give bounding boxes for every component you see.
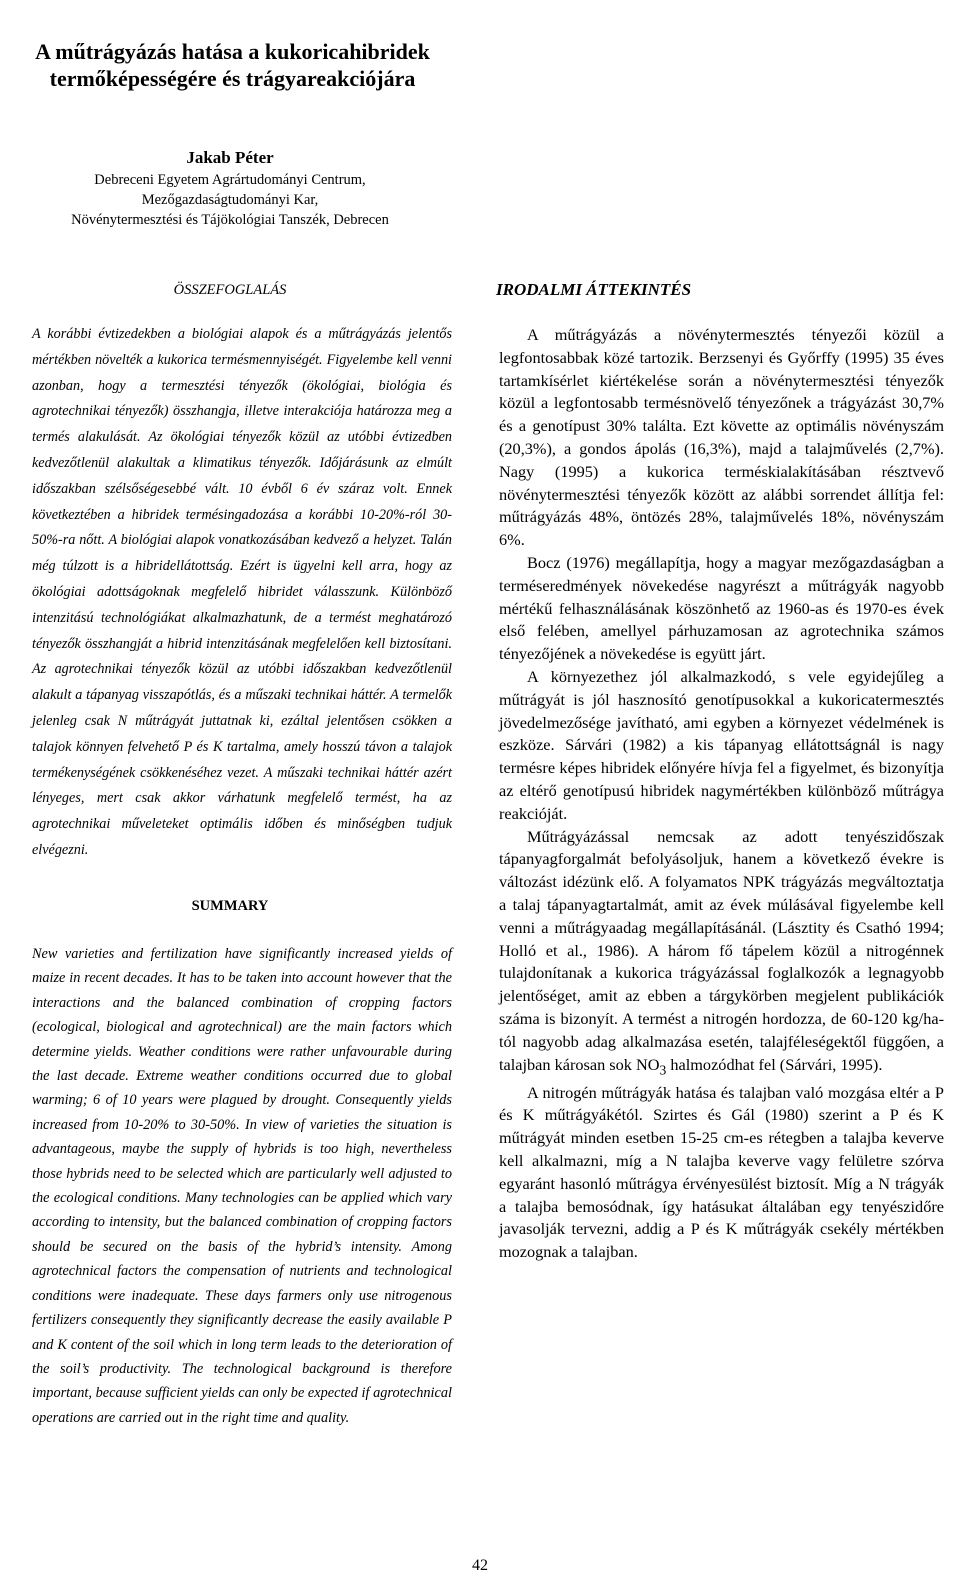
- literature-paragraph-4: [499, 826, 944, 1082]
- author-name: Jakab Péter: [186, 148, 274, 167]
- summary-heading: SUMMARY: [191, 898, 269, 914]
- affiliation-line-3: Növénytermesztési és Tájökológiai Tanszék, Debrecen: [71, 212, 389, 228]
- literature-body: [499, 324, 944, 1264]
- literature-paragraph-1: A műtrágyázás a növénytermesztés tényezői közül a legfontosabbak közé tartozik. Berzsenyi és Győrffy (1995) 35 éves tartamkísérlet kiértékelése során a növénytermesztési tényezők közül a legfontosabb termésnövelő tényezőnek a trágyázást 30,7% és a genotípust 30% találta. Ezt követte az optimális növényszám (20,3%), a gondos ápolás (16,3%), majd a talajművelés (2,7%). Nagy (1995) a kukorica terméskialakításában résztvevő növénytermesztési tényezők között az alábbi sorrendet állítja fel: műtrágyázás 48%, öntözés 28%, talajművelés 18%, növényszám 6%.: [499, 325, 944, 550]
- literature-paragraph-4-text: Műtrágyázással nemcsak az adott tenyészidőszak tápanyagforgalmát befolyásoljuk, hanem a következő évekre is változást idézünk elő. A folyamatos NPK trágyázás megváltoztatja a talaj tápanyagtartalmát, amit az évek múlásával figyelembe kell venni a műtrágyaadag megállapításánál. (Lásztity és Csathó 1994; Holló et al., 1986). A három fő tápelem közül a nitrogénnek tulajdonítanak a kukorica trágyázással foglalkozók a legnagyobb jelentőséget, amit az ebben a tárgykörben megjelent publikációk száma is bizonyít. A termést a nitrogén hordozza, de 60-120 kg/ha-tól nagyobb adag alkalmazása esetén, talajféleségektől függően, a talajban károsan sok NO: [499, 826, 944, 1074]
- affiliation-line-2: Mezőgazdaságtudományi Kar,: [141, 192, 319, 208]
- paper-title: A műtrágyázás hatása a kukoricahibridek termőképességére és trágyareakciójára: [35, 39, 430, 91]
- summary-text: New varieties and fertilization have significantly increased yields of maize in recent decades. It has to be taken into account however that the interactions and the balanced combination of cropping factors (ecological, biological and agrotechnical) are the main factors which determine yields. Weather conditions were rather unfavourable during the last decade. Extreme weather conditions occurred due to global warming; 6 of 10 years were plagued by drought. Consequently yields increased from 10-20% to 30-50%. In view of varieties the situation is advantageous, maybe the supply of hybrids is too high, nevertheless those hybrids need to be selected which are particularly well adjusted to the ecological conditions. Many technologies can be applied which vary according to intensity, but the balanced combination of cropping factors should be secured on the basis of the hybrid’s intensity. Among agrotechnical factors the compensation of nutrients and technological conditions were inadequate. These days farmers only use nitrogenous fertilizers consequently they significantly decrease the easily available P and K content of the soil which in long term leads to the deterioration of the soil’s productivity. The technological background is therefore important, because sufficient yields can only be expected if agrotechnical operations are carried out in the right time and quality.: [32, 946, 452, 1426]
- literature-paragraph-4-end: halmozódhat fel (Sárvári, 1995).: [666, 1054, 883, 1074]
- author-block: [0, 146, 460, 230]
- page-number: 42: [472, 1557, 488, 1574]
- literature-paragraph-2: Bocz (1976) megállapítja, hogy a magyar mezőgazdaságban a terméseredmények növekedése nagyrészt a műtrágyák nagyobb mértékű felhasználásának köszönhető az 1960-as és 1970-es évek első felében, amellyel párhuzamosan az agrotechnika számos tényezőjének a növekedése is együtt járt.: [499, 552, 944, 664]
- literature-heading: IRODALMI ÁTTEKINTÉS: [496, 280, 692, 299]
- abstract-text: A korábbi évtizedekben a biológiai alapok és a műtrágyázás jelentős mértékben növelték a kukorica termésmennyiségét. Figyelembe kell venni azonban, hogy a termesztési tényezők (ökológiai, biológia és agrotechnikai tényezők) összhangja, illetve interakciója határozza meg a termés alakulását. Az ökológiai tényezők közül az utóbbi évtizedben kedvezőtlenül alakultak a klimatikus tényezők. Időjárásunk az elmúlt időszakban szélsőségesebbé vált. 10 évből 6 év száraz volt. Ennek következtében a hibridek termésingadozása a korábbi 10-20%-ról 30-50%-ra nőtt. A biológiai alapok vonatkozásában kedvező a helyzet. Talán még túlzott is a hibridellátottság. Ezért is ügyelni kell arra, hogy az ökológiai adottságoknak megfelelő hibridet válasszunk. Különböző intenzitású technológiákat alkalmazhatunk, de a termést meghatározó tényezők összhangját a hibrid intenzitásának megfelelően kell biztosítani. Az agrotechnikai tényezők közül az utóbbi időszakban kedvezőtlenül alakult a tápanyag visszapótlás, és a műszaki technikai háttér. A termelők jelenleg csak N műtrágyát juttatnak ki, ezáltal jelentősen csökken a talajok könnyen felvehető P és K tartalma, amely hosszú távon a talajok termékenységének csökkenéséhez vezet. A műszaki technikai háttér azért lényeges, mert csak akkor várhatunk megfelelő termést, ha az agrotechnikai műveleteket optimális időben és minőségben tudjuk elvégezni.: [32, 326, 452, 858]
- literature-paragraph-3: A környezethez jól alkalmazkodó, s vele egyidejűleg a műtrágyát is jól hasznosító genotípusokkal a kukoricatermesztés jövedelmezősége javítható, ami egyben a környezet védelmének is eszköze. Sárvári (1982) a kis tápanyag ellátottságnál is nagy termésre képes hibridek előnyére hívja fel a figyelmet, és bizonyítja az eltérő genotípusú hibridek nagymértékben különböző műtrágya reakcióját.: [499, 666, 944, 823]
- literature-paragraph-5: A nitrogén műtrágyák hatása és talajban való mozgása eltér a P és K műtrágyákétól. Szirtes és Gál (1980) szerint a P és K műtrágyát minden esetben 15-25 cm-es rétegben a talajba keverve kell alkalmazni, míg a N talajba keverve vagy felületre szórva egyaránt hasonló műtrágya érvényesülést biztosít. Míg a N trágyák a talajba bemosódnak, így hatásukat általában egy tenyészidőre javasolják tervezni, addig a P és K műtrágyák csekély mértékben mozognak a talajban.: [499, 1082, 944, 1262]
- nitrate-subscript: 3: [659, 1061, 667, 1077]
- affiliation-line-1: Debreceni Egyetem Agrártudományi Centrum,: [94, 172, 366, 188]
- abstract-heading: ÖSSZEFOGLALÁS: [173, 282, 287, 298]
